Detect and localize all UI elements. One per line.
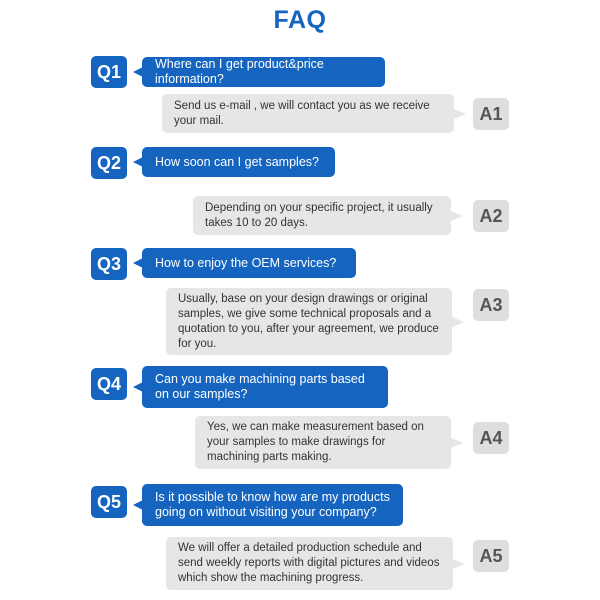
q1-badge: Q1: [91, 56, 127, 88]
a5-badge: A5: [473, 540, 509, 572]
page-title: FAQ: [273, 6, 327, 34]
a3-badge: A3: [473, 289, 509, 321]
a3-answer: Usually, base on your design drawings or original samples, we give some technical proposals and a quotation to you, after your agreement, we produce for you.: [166, 288, 452, 355]
q1-question: Where can I get product&price information?: [142, 57, 385, 87]
q2-question: How soon can I get samples?: [142, 147, 335, 177]
a4-answer: Yes, we can make measurement based on your samples to make drawings for machining parts making.: [195, 416, 451, 469]
q5-badge: Q5: [91, 486, 127, 518]
q4-badge: Q4: [91, 368, 127, 400]
q5-question: Is it possible to know how are my products going on without visiting your company?: [142, 484, 403, 526]
q3-question: How to enjoy the OEM services?: [142, 248, 356, 278]
q2-badge: Q2: [91, 147, 127, 179]
a2-badge: A2: [473, 200, 509, 232]
a1-badge: A1: [473, 98, 509, 130]
a4-badge: A4: [473, 422, 509, 454]
a2-answer: Depending on your specific project, it usually takes 10 to 20 days.: [193, 196, 451, 235]
a1-answer: Send us e-mail , we will contact you as we receive your mail.: [162, 94, 454, 133]
q3-badge: Q3: [91, 248, 127, 280]
q4-question: Can you make machining parts based on our samples?: [142, 366, 388, 408]
a5-answer: We will offer a detailed production schedule and send weekly reports with digital pictures and videos which show the machining progress.: [166, 537, 453, 590]
